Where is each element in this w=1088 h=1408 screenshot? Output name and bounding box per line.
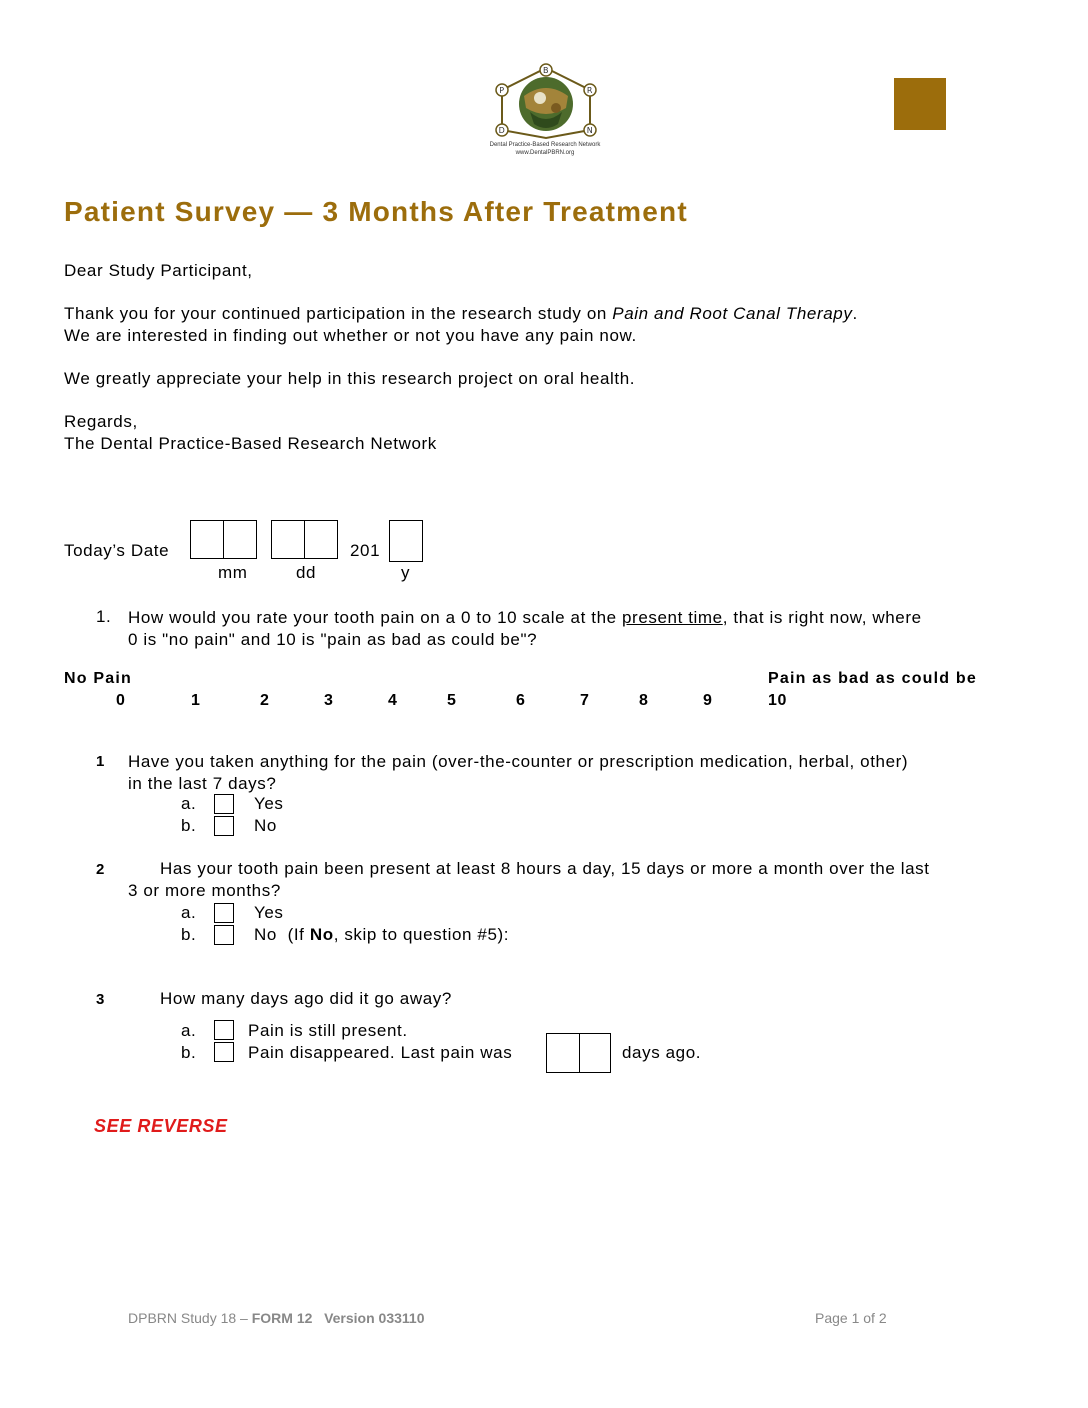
intro-paragraph	[64, 303, 858, 347]
duration-question-line-1: Has your tooth pain been present at least 8 hours a day, 15 days or more a month over the last	[160, 859, 930, 878]
pain-disappeared-label: Pain disappeared. Last pain was	[248, 1043, 513, 1062]
year-digit-box[interactable]	[389, 520, 423, 562]
logo-caption	[470, 141, 620, 157]
scale-question-underlined: present time	[622, 608, 723, 627]
closing: Regards,	[64, 412, 138, 431]
month-digit-2-box[interactable]	[223, 520, 257, 559]
days-opt-b-letter: b.	[181, 1043, 197, 1062]
days-opt-a-letter: a.	[181, 1021, 197, 1040]
days-digit-2-box[interactable]	[579, 1033, 611, 1073]
days-question-text: How many days ago did it go away?	[160, 989, 452, 1008]
duration-question-number: 2	[96, 861, 105, 878]
scale-option-6[interactable]: 6	[516, 692, 526, 709]
duration-yes-checkbox[interactable]	[214, 903, 234, 923]
salutation: Dear Study Participant,	[64, 261, 253, 280]
meds-question-number: 1	[96, 753, 105, 770]
meds-opt-b-letter: b.	[181, 816, 197, 835]
logo-graphic	[486, 62, 606, 144]
svg-text:P: P	[499, 86, 505, 95]
scale-option-5[interactable]: 5	[447, 692, 457, 709]
scale-option-8[interactable]: 8	[639, 692, 649, 709]
meds-question-line-1: Have you taken anything for the pain (over-the-counter or prescription medication, herbal, other)	[128, 752, 909, 771]
year-prefix: 201	[350, 541, 381, 560]
scale-option-2[interactable]: 2	[260, 692, 270, 709]
svg-text:D: D	[498, 126, 506, 135]
footer-study: DPBRN Study 18 –	[128, 1310, 252, 1326]
mm-caption: mm	[218, 563, 248, 582]
duration-no-checkbox[interactable]	[214, 925, 234, 945]
pain-disappeared-checkbox[interactable]	[214, 1042, 234, 1062]
duration-opt-a-letter: a.	[181, 903, 197, 922]
svg-text:R: R	[586, 86, 594, 95]
pain-present-checkbox[interactable]	[214, 1020, 234, 1040]
logo-caption-url: www.DentalPBRN.org	[515, 150, 575, 156]
meds-question-text	[128, 751, 1028, 795]
scale-option-3[interactable]: 3	[324, 692, 334, 709]
date-label: Today’s Date	[64, 541, 170, 560]
days-question-number: 3	[96, 991, 105, 1008]
footer-form-version: FORM 12 Version 033110	[251, 1310, 425, 1326]
duration-no-label	[254, 925, 509, 945]
svg-text:B: B	[542, 66, 550, 75]
duration-no-pre: No (If	[254, 925, 310, 944]
intro-line-2: We are interested in finding out whether or not you have any pain now.	[64, 326, 637, 345]
scale-question-number: 1.	[96, 607, 112, 626]
duration-no-bold: No	[309, 925, 334, 944]
meds-yes-label: Yes	[254, 794, 284, 813]
scale-option-1[interactable]: 1	[191, 692, 201, 709]
signature: The Dental Practice-Based Research Network	[64, 434, 437, 453]
dd-caption: dd	[296, 563, 317, 582]
intro-period: .	[852, 304, 858, 323]
day-digit-1-box[interactable]	[271, 520, 305, 559]
footer-page-number: Page 1 of 2	[815, 1310, 887, 1326]
meds-no-checkbox[interactable]	[214, 816, 234, 836]
days-ago-label: days ago.	[622, 1043, 702, 1062]
see-reverse-note: SEE REVERSE	[94, 1116, 228, 1136]
meds-opt-a-letter: a.	[181, 794, 197, 813]
scale-question-line-2: 0 is "no pain" and 10 is "pain as bad as could be"?	[128, 630, 538, 649]
meds-question-line-2: in the last 7 days?	[128, 774, 277, 793]
scale-option-0[interactable]: 0	[116, 692, 126, 709]
day-digit-2-box[interactable]	[304, 520, 338, 559]
pain-present-label: Pain is still present.	[248, 1021, 408, 1040]
corner-color-block	[894, 78, 946, 130]
meds-yes-checkbox[interactable]	[214, 794, 234, 814]
duration-opt-b-letter: b.	[181, 925, 197, 944]
scale-question-text	[128, 607, 1028, 651]
y-caption: y	[401, 563, 411, 582]
days-digit-1-box[interactable]	[546, 1033, 580, 1073]
month-digit-1-box[interactable]	[190, 520, 224, 559]
scale-option-7[interactable]: 7	[580, 692, 590, 709]
scale-right-label: Pain as bad as could be	[768, 670, 977, 687]
scale-left-label: No Pain	[64, 670, 132, 687]
closing-block	[64, 411, 437, 455]
duration-no-post: , skip to question #5):	[333, 925, 510, 944]
intro-text: Thank you for your continued participation in the research study on	[64, 304, 613, 323]
study-name: Pain and Root Canal Therapy	[612, 304, 853, 323]
page-title: Patient Survey — 3 Months After Treatment	[64, 196, 688, 227]
meds-no-label: No	[254, 816, 277, 835]
logo-caption-name: Dental Practice-Based Research Network	[489, 142, 601, 148]
scale-option-4[interactable]: 4	[388, 692, 398, 709]
svg-text:N: N	[586, 126, 594, 135]
duration-yes-label: Yes	[254, 903, 284, 922]
duration-question-line-2: 3 or more months?	[128, 881, 281, 900]
appreciation-line: We greatly appreciate your help in this research project on oral health.	[64, 369, 636, 388]
scale-option-10[interactable]: 10	[768, 692, 787, 709]
scale-option-9[interactable]: 9	[703, 692, 713, 709]
scale-question-pre: How would you rate your tooth pain on a 0 to 10 scale at the	[128, 608, 622, 627]
footer-form-id	[128, 1310, 425, 1326]
scale-question-post: , that is right now, where	[722, 608, 922, 627]
